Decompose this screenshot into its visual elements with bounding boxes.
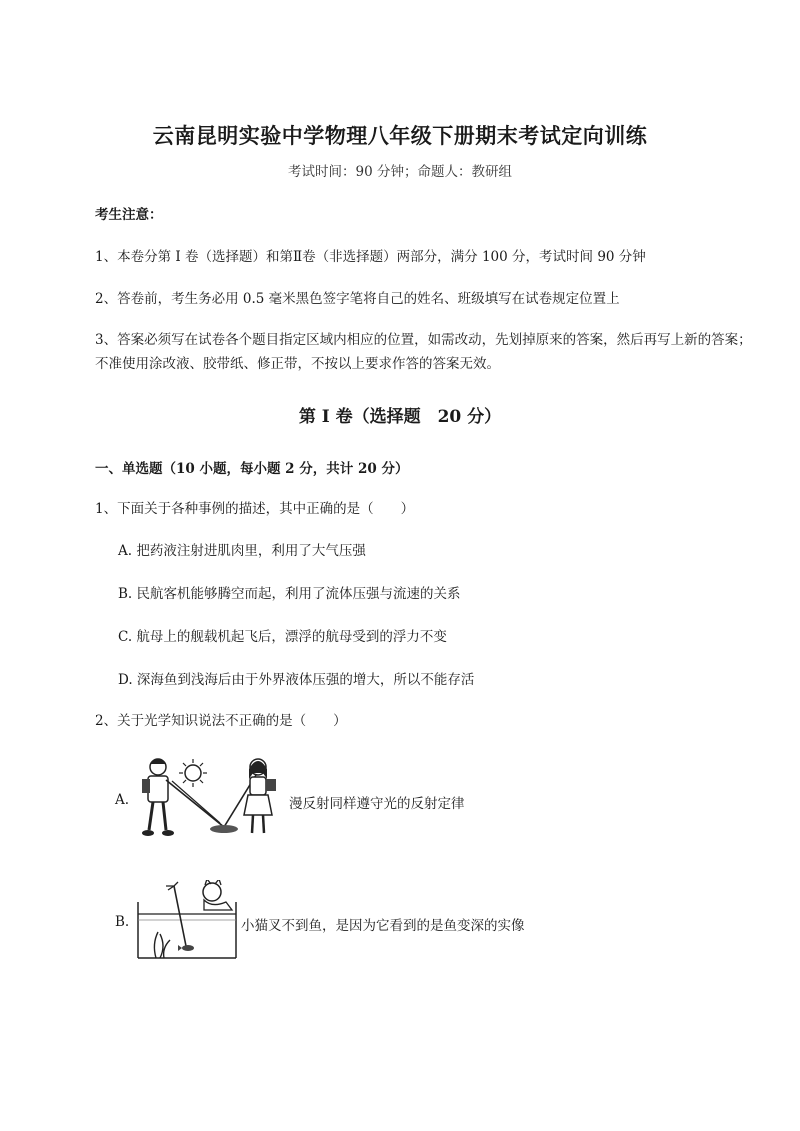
question-2-option-a-letter[interactable]: A. [115,792,130,808]
section-title: 第 I 卷（选择题 20 分） [298,407,502,427]
notice-item-2: 2、答卷前，考生务必用 0.5 毫米黑色签字笔将自己的姓名、班级填写在试卷规定位置上 [95,291,620,307]
question-1-option-a[interactable]: A. 把药液注射进肌肉里，利用了大气压强 [118,543,366,559]
question-2-option-a-text[interactable]: 漫反射同样遵守光的反射定律 [289,796,465,812]
question-2-stem: 2、关于光学知识说法不正确的是（ ） [95,713,347,729]
cat-fishing-illustration [136,880,238,962]
diffuse-reflection-illustration [136,755,286,845]
exam-info: 考试时间：90 分钟；命题人：教研组 [288,164,512,180]
question-1-stem: 1、下面关于各种事例的描述，其中正确的是（ ） [95,501,415,517]
notice-item-3: 3、答案必须写在试卷各个题目指定区域内相应的位置，如需改动，先划掉原来的答案，然后再写上新的答案；不准使用涂改液、胶带纸、修正带，不按以上要求作答的答案无效。 [95,332,752,372]
question-1-option-d[interactable]: D. 深海鱼到浅海后由于外界液体压强的增大，所以不能存活 [118,672,475,688]
page-title: 云南昆明实验中学物理八年级下册期末考试定向训练 [152,123,648,148]
question-2-option-b-letter[interactable]: B. [115,914,130,930]
notice-heading: 考生注意： [95,207,163,223]
question-1-option-b[interactable]: B. 民航客机能够腾空而起，利用了流体压强与流速的关系 [118,586,461,602]
question-1-option-c[interactable]: C. 航母上的舰载机起飞后，漂浮的航母受到的浮力不变 [118,629,447,645]
notice-item-1: 1、本卷分第 I 卷（选择题）和第Ⅱ卷（非选择题）两部分，满分 100 分，考试时间 90 分钟 [95,249,646,265]
question-2-option-b-text[interactable]: 小猫叉不到鱼，是因为它看到的是鱼变深的实像 [241,918,525,934]
part-heading: 一、单选题（10 小题，每小题 2 分，共计 20 分） [95,461,409,477]
